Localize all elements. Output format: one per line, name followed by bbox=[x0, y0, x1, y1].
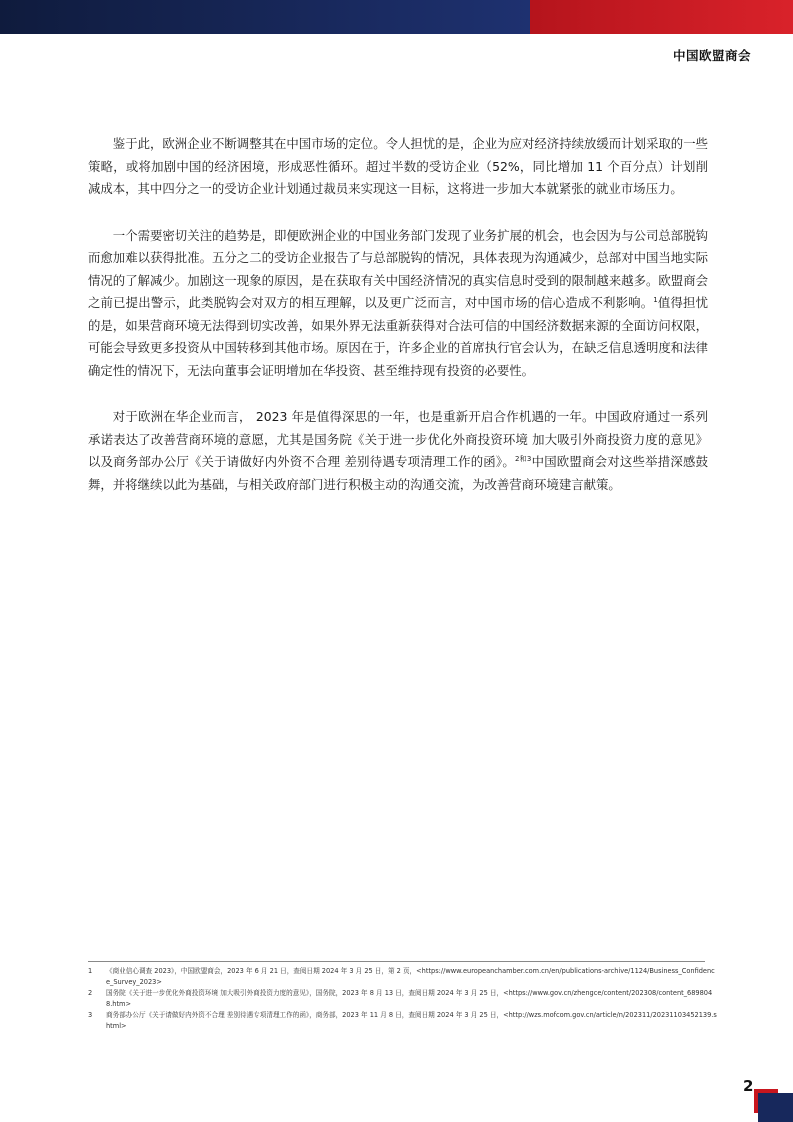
corner-navy-block bbox=[758, 1093, 793, 1122]
footnote-number: 3 bbox=[88, 1011, 93, 1019]
paragraph-2-part-b: 值得担忧的是，如果营商环境无法得到切实改善，如果外界无法重新获得对合法可信的中国经济数据来源的全面访问权限，可能会导致更多投资从中国转移到其他市场。原因在于，许多企业的首席执行官会认为，在缺乏信息透明度和法律确定性的情况下，无法向董事会证明增加在华投资、甚至维持现有投资的必要性。 bbox=[88, 295, 709, 378]
footnotes bbox=[88, 966, 718, 1032]
main-body bbox=[88, 133, 708, 520]
footnote-item bbox=[88, 988, 718, 1009]
header-red-band bbox=[530, 0, 793, 34]
paragraph-3-part-a: 对于欧洲在华企业而言， 2023 年是值得深思的一年，也是重新开启合作机遇的一年。中国政府通过一系列承诺表达了改善营商环境的意愿，尤其是国务院《关于进一步优化外商投资环境 加大吸引外商投资力度的意见》以及商务部办公厅《关于请做好内外资不合理 差别待遇专项清理工作的函》。 bbox=[88, 409, 708, 469]
footnote-ref-1[interactable]: 1 bbox=[653, 296, 658, 304]
footnote-number: 2 bbox=[88, 989, 93, 997]
paragraph-2-part-a: 一个需要密切关注的趋势是，即便欧洲企业的中国业务部门发现了业务扩展的机会，也会因为与公司总部脱钩而愈加难以获得批准。五分之二的受访企业报告了与总部脱钩的情况，具体表现为沟通减少，总部对中国当地实际情况的了解减少。加剧这一现象的原因，是在获取有关中国经济情况的真实信息时受到的限制越来越多。欧盟商会之前已提出警示，此类脱钩会对双方的相互理解，以及更广泛而言，对中国市场的信心造成不利影响。 bbox=[88, 227, 708, 310]
header-navy-band bbox=[0, 0, 530, 34]
page-number: 2 bbox=[743, 1077, 754, 1095]
footnote-text[interactable]: 《商业信心调查 2023》，中国欧盟商会，2023 年 6 月 21 日，查阅日期 2024 年 3 月 25 日，第 2 页，<https://www.europeanchamber.com.cn/en/publications-archive/1124/Business_Confidence_Survey_2023> bbox=[106, 967, 715, 986]
footnote-ref-2-3[interactable]: 2和3 bbox=[514, 455, 532, 463]
footnote-item bbox=[88, 966, 718, 987]
paragraph-1: 鉴于此，欧洲企业不断调整其在中国市场的定位。令人担忧的是，企业为应对经济持续放缓而计划采取的一些策略，或将加剧中国的经济困境，形成恶性循环。超过半数的受访企业（52%，同比增加 11 个百分点）计划削减成本，其中四分之一的受访企业计划通过裁员来实现这一目标，这将进一步加大本就紧张的就业市场压力。 bbox=[88, 136, 708, 196]
footnote-text[interactable]: 国务院《关于进一步优化外商投资环境 加大吸引外商投资力度的意见》，国务院，2023 年 8 月 13 日，查阅日期 2024 年 3 月 25 日，<https://www.gov.cn/zhengce/content/202308/content_6898048.htm> bbox=[106, 989, 713, 1008]
header-color-bar bbox=[0, 0, 793, 34]
paragraph-3-part-b: 中国欧盟商会对这些举措深感鼓舞，并将继续以此为基础，与相关政府部门进行积极主动的沟通交流，为改善营商环境建言献策。 bbox=[88, 454, 708, 492]
footnote-divider bbox=[88, 961, 705, 962]
organization-name: 中国欧盟商会 bbox=[672, 48, 751, 63]
paragraph-2 bbox=[88, 225, 708, 383]
footnote-item bbox=[88, 1010, 718, 1031]
paragraph-3 bbox=[88, 406, 708, 496]
footnote-text[interactable]: 商务部办公厅《关于请做好内外资不合理 差别待遇专项清理工作的函》，商务部，2023 年 11 月 8 日，查阅日期 2024 年 3 月 25 日，<http://wzs.mofcom.gov.cn/article/n/202311/20231103452139.shtml> bbox=[106, 1011, 717, 1030]
footnote-number: 1 bbox=[88, 967, 93, 975]
